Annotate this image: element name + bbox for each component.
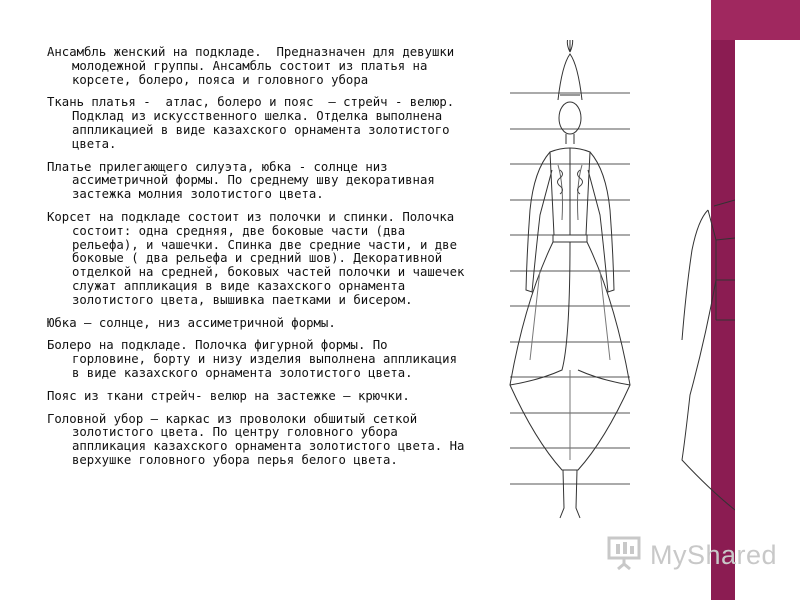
paragraph-headdress: Головной убор – каркас из проволоки обшитый сеткой золотистого цвета. По центру головного убора аппликация казахского орнамента золотистого цвета. На верхушке головного убора перья белого цвета. — [47, 411, 472, 467]
watermark-text: MyShared — [650, 540, 778, 570]
watermark — [604, 532, 778, 572]
fashion-sketch — [470, 40, 735, 585]
accent-bar-top — [711, 0, 800, 40]
paragraph-ensemble: Ансамбль женский на подкладе. Предназначен для девушки молодежной группы. Ансамбль состоит из платья на корсете, болеро, пояса и головного убора — [47, 45, 462, 87]
description-text — [47, 45, 472, 477]
paragraph-corset: Корсет на подкладе состоит из полочки и спинки. Полочка состоит: одна средняя, две боковые части (два рельефа), и чашечки. Спинка две средние части, и две боковые ( два рельефа и средний шов). Декоративной отделкой на средней, боковых частей полочки и чашечек служат аппликация в виде казахского орнамента золотистого цвета, вышивка паетками и бисером. — [47, 209, 472, 307]
front-figure — [510, 40, 630, 518]
paragraph-fabric: Ткань платья - атлас, болеро и пояс – стрейч - велюр. Подклад из искусственного шелка. Отделка выполнена аппликацией в виде казахского орнамента золотистого цвета. — [47, 95, 462, 151]
paragraph-skirt: Юбка – солнце, низ ассиметричной формы. — [47, 315, 336, 330]
presentation-board-icon — [604, 532, 644, 572]
paragraph-belt: Пояс из ткани стрейч- велюр на застежке – крючки. — [47, 388, 410, 403]
paragraph-bolero: Болеро на подкладе. Полочка фигурной формы. По горловине, борту и низу изделия выполнена аппликация в виде казахского орнамента золотистого цвета. — [47, 338, 465, 380]
back-figure — [682, 200, 735, 510]
paragraph-dress: Платье прилегающего силуэта, юбка - солнце низ ассиметричной формы. По среднему шву декоративная застежка молния золотистого цвета. — [47, 159, 443, 202]
side-panel — [735, 40, 800, 600]
